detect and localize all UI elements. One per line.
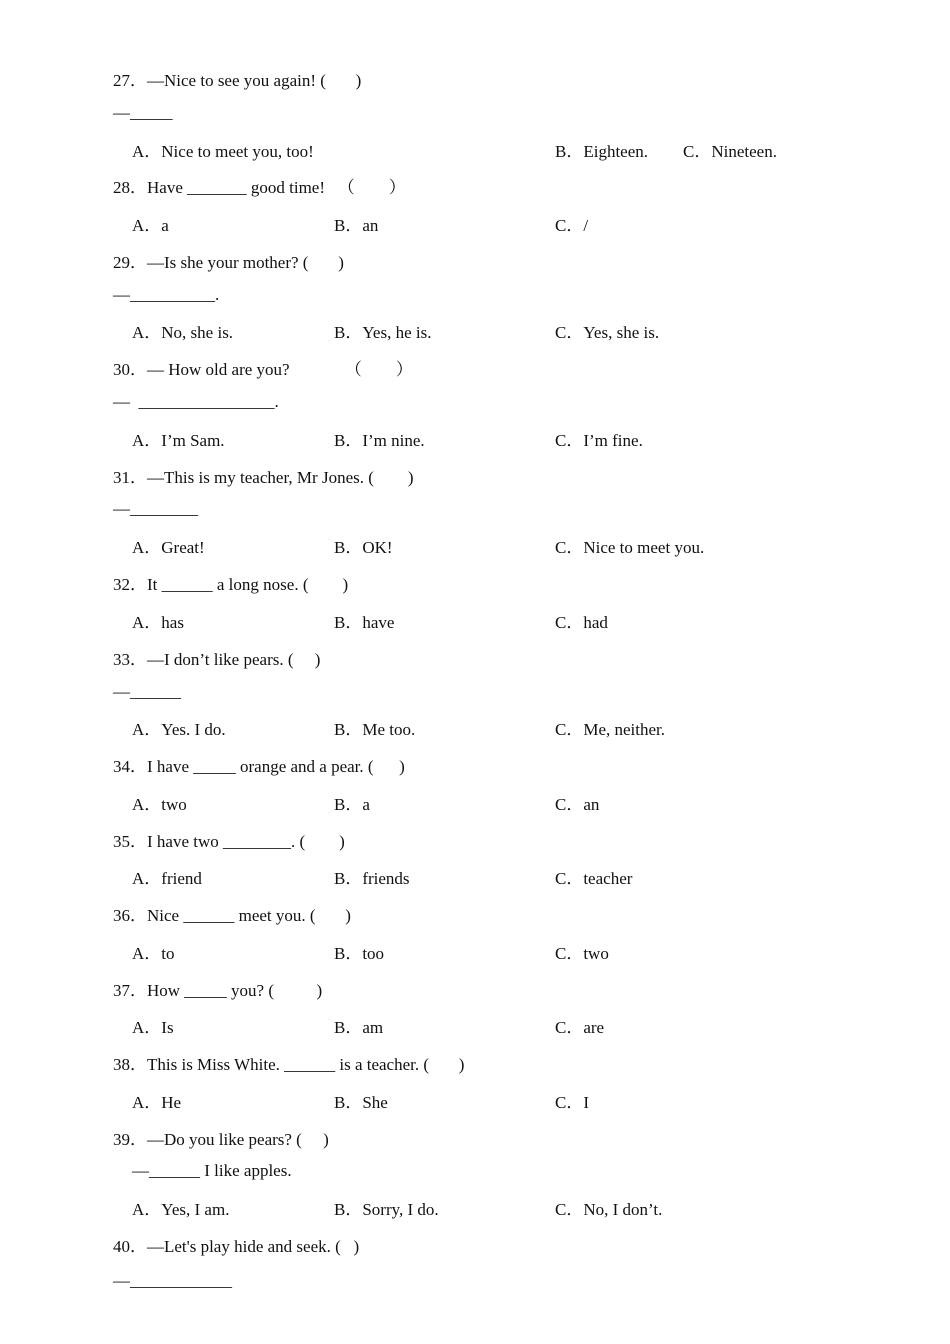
question-31-option-b[interactable]: B．OK! (334, 538, 393, 557)
question-37-option-c[interactable]: C．are (555, 1018, 605, 1037)
question-29-option-a[interactable]: A．No, she is. (132, 323, 234, 342)
question-30-option-c[interactable]: C．I’m fine. (555, 431, 643, 450)
question-32-option-c[interactable]: C．had (555, 613, 608, 632)
question-39-option-c[interactable]: C．No, I don’t. (555, 1200, 663, 1219)
question-28-option-c[interactable]: C．/ (555, 216, 589, 235)
question-28-option-b[interactable]: B．an (334, 216, 379, 235)
question-40-stem: 40．—Let's play hide and seek. ( ) (113, 1237, 360, 1256)
question-35-option-c[interactable]: C．teacher (555, 869, 633, 888)
question-30-reply-blank: — ________________. (113, 392, 279, 411)
question-36-option-b[interactable]: B．too (334, 944, 385, 963)
question-31-option-c[interactable]: C．Nice to meet you. (555, 538, 705, 557)
question-33-stem: 33．—I don’t like pears. ( ) (113, 650, 321, 669)
question-29-option-c[interactable]: C．Yes, she is. (555, 323, 660, 342)
question-40-reply-blank: —____________ (113, 1271, 232, 1290)
question-34-option-a[interactable]: A．two (132, 795, 187, 814)
question-38-option-a[interactable]: A．He (132, 1093, 182, 1112)
question-39-reply-blank: —______ I like apples. (132, 1161, 292, 1180)
question-33-option-a[interactable]: A．Yes. I do. (132, 720, 226, 739)
question-36-option-c[interactable]: C．two (555, 944, 609, 963)
question-28-option-a[interactable]: A．a (132, 216, 169, 235)
question-39-stem: 39．—Do you like pears? ( ) (113, 1130, 329, 1149)
question-30-stem: 30．— How old are you? （ ） (113, 360, 413, 379)
question-34-stem: 34．I have _____ orange and a pear. ( ) (113, 757, 405, 776)
question-31-stem: 31．—This is my teacher, Mr Jones. ( ) (113, 468, 414, 487)
question-32-option-a[interactable]: A．has (132, 613, 184, 632)
question-38-option-c[interactable]: C．I (555, 1093, 589, 1112)
question-27-reply-blank: —_____ (113, 103, 173, 122)
question-33-option-c[interactable]: C．Me, neither. (555, 720, 666, 739)
question-27-option-b[interactable]: B．Eighteen. (555, 142, 649, 161)
question-31-option-a[interactable]: A．Great! (132, 538, 205, 557)
question-27-option-a[interactable]: A．Nice to meet you, too! (132, 142, 314, 161)
question-35-stem: 35．I have two ________. ( ) (113, 832, 345, 851)
question-28-stem: 28．Have _______ good time! （ ） (113, 178, 406, 197)
question-31-reply-blank: —________ (113, 499, 198, 518)
question-33-option-b[interactable]: B．Me too. (334, 720, 416, 739)
question-35-option-a[interactable]: A．friend (132, 869, 202, 888)
question-32-stem: 32．It ______ a long nose. ( ) (113, 575, 349, 594)
question-39-option-a[interactable]: A．Yes, I am. (132, 1200, 230, 1219)
question-37-option-a[interactable]: A．Is (132, 1018, 174, 1037)
question-38-stem: 38．This is Miss White. ______ is a teacher. ( ) (113, 1055, 465, 1074)
question-27-stem: 27．—Nice to see you again! ( ) (113, 71, 362, 90)
question-39-option-b[interactable]: B．Sorry, I do. (334, 1200, 439, 1219)
question-29-stem: 29．—Is she your mother? ( ) (113, 253, 344, 272)
question-29-option-b[interactable]: B．Yes, he is. (334, 323, 432, 342)
question-35-option-b[interactable]: B．friends (334, 869, 410, 888)
question-29-reply-blank: —__________. (113, 285, 220, 304)
question-34-option-c[interactable]: C．an (555, 795, 600, 814)
question-33-reply-blank: —______ (113, 682, 181, 701)
question-30-option-b[interactable]: B．I’m nine. (334, 431, 425, 450)
question-36-stem: 36．Nice ______ meet you. ( ) (113, 906, 351, 925)
question-37-stem: 37．How _____ you? ( ) (113, 981, 323, 1000)
question-27-option-c[interactable]: C．Nineteen. (683, 142, 777, 161)
question-30-option-a[interactable]: A．I’m Sam. (132, 431, 225, 450)
question-32-option-b[interactable]: B．have (334, 613, 395, 632)
question-37-option-b[interactable]: B．am (334, 1018, 384, 1037)
question-36-option-a[interactable]: A．to (132, 944, 175, 963)
question-34-option-b[interactable]: B．a (334, 795, 370, 814)
question-38-option-b[interactable]: B．She (334, 1093, 388, 1112)
